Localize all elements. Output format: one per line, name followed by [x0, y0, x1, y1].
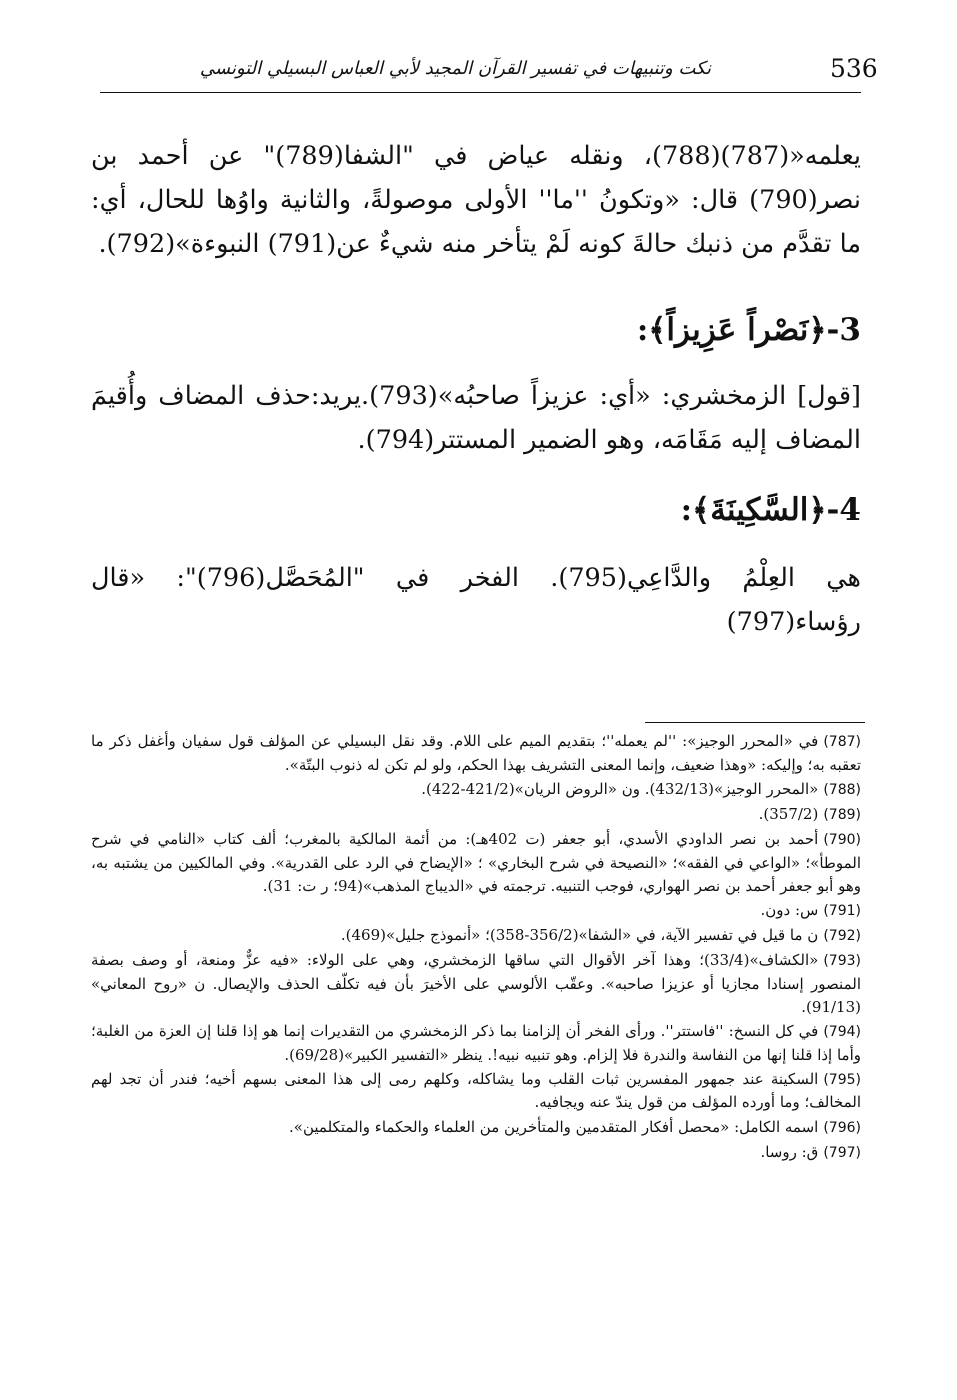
footnote-text: السكينة عند جمهور المفسرين ثبات القلب وما يشاكله، وكلهم رمى إلى هذا المعنى بسهم أخيه؛ فندر أن تجد لهم المخالف؛ وما أورده المؤلف من قول يندّ عنه ويجافيه. [91, 1069, 861, 1112]
paragraph-3: هي العِلْمُ والدَّاعِي(795). الفخر في "المُحَصَّل(796)": «قال رؤساء(797) [91, 563, 861, 637]
footnote-number: (795) [823, 1071, 861, 1088]
footnote-text: أحمد بن نصر الداودي الأسدي، أبو جعفر (ت 402هـ): من أئمة المالكية بالمغرب؛ ألف كتاب «النامي في شرح الموطأ»؛ «الواعي في الفقه»؛ «النصيحة في شرح البخاري» ؛ «الإيضاح في الرد على القدرية». وفي المالكيين من يشتبه به، وهو أبو جعفر أحمد بن نصر الهواري، فوجب التنبيه. ترجمته في «الديباج المذهب»(94؛ ر ت: 31). [91, 830, 861, 895]
footnote [91, 1116, 861, 1140]
heading-4-sakina: 4-﴿السَّكِينَةَ﴾: [680, 492, 861, 528]
running-title: نكت وتنبيهات في تفسير القرآن المجيد لأبي العباس البسيلي التونسي [199, 58, 711, 79]
footnote [91, 1068, 861, 1114]
footnote-number: (791) [823, 902, 861, 919]
footnote [91, 1020, 861, 1066]
footnote [91, 828, 861, 897]
footnote-number: (796) [823, 1119, 861, 1136]
page-header [100, 52, 878, 93]
footnote-text: ن ما قيل في تفسير الآية، في «الشفا»(356/2-358)؛ «أنموذج جليل»(469). [340, 926, 819, 945]
footnote-number: (790) [823, 832, 861, 849]
page-number: 536 [830, 54, 878, 83]
footnote [91, 778, 861, 802]
footnote-number: (788) [823, 781, 861, 798]
footnote-text: (357/2). [758, 805, 819, 824]
footnote-text: اسمه الكامل: «محصل أفكار المتقدمين والمتأخرين من العلماء والحكماء والمتكلمين». [289, 1117, 819, 1136]
footnotes-list [91, 730, 861, 1166]
footnote-number: (789) [823, 807, 861, 824]
footnote-text: ق: روسا. [760, 1142, 819, 1161]
paragraph-1: يعلمه«(787)(788)، ونقله عياض في "الشفا(789)" عن أحمد بن نصر(790) قال: «وتكونُ ''ما'' الأولى موصولةً، والثانية واوُها للحال، أي: ما تقدَّم من ذنبك حالةَ كونه لَمْ يتأخر منه شيءٌ عن(791) النبوءة»(792). [91, 141, 861, 259]
footnote-text: «الكشاف»(33/4)؛ وهذا آخر الأقوال التي ساقها الزمخشري، وهي على الولاء: «فيه عزٌّ ومنعة، أو وصف بصفة المنصور إسنادا مجازيا أو عزيزا صاحبه». وعقّب الألوسي على الأخيرَ بأن فيه تكلّف الحذف والإيصال. ن «روح المعاني» (91/13). [91, 951, 861, 1016]
footnote-text: في كل النسخ: ''فاستتر''. ورأى الفخر أن إلزامنا بما ذكر الزمخشري من التقديرات إنما هو إذا قلنا إن العزة من الغلبة؛ وأما إذا قلنا إنها من النفاسة والندرة فلا إلزام. وهو تنبيه نبيه!. ينظر «التفسير الكبير»(69/28). [91, 1021, 861, 1064]
footnote-text: س: دون. [760, 900, 819, 919]
footnote-number: (794) [823, 1023, 861, 1040]
paragraph-2: [قول] الزمخشري: «أي: عزيزاً صاحبُه»(793).يريد:حذف المضاف وأُقيمَ المضاف إليه مَقَامَه، وهو الضمير المستتر(794). [91, 381, 862, 455]
footnote-number: (787) [823, 734, 861, 750]
footnote-text: «المحرر الوجيز»(432/13). ون «الروض الريان»(421/2-422). [421, 779, 819, 798]
footnote [91, 730, 861, 776]
heading-3-nasran-aziza: 3-﴿نَصْراً عَزِيزاً﴾: [636, 312, 861, 348]
footnote-separator [645, 722, 865, 723]
footnote [91, 803, 861, 827]
footnote [91, 924, 861, 948]
footnote [91, 1141, 861, 1165]
footnote-number: (797) [823, 1144, 861, 1161]
footnote [91, 949, 861, 1018]
footnote-number: (793) [823, 953, 861, 970]
footnote-text: في «المحرر الوجيز»: ''لم يعمله''؛ بتقديم الميم على اللام. وقد نقل البسيلي عن المؤلف قول سفيان وأغفل ذكر ما تعقبه به؛ وإليكه: «وهذا ضعيف، وإنما المعنى التشريف بهذا الحكم، ولو لم تكن له ذنوب البتّة». [91, 732, 861, 774]
footnote [91, 899, 861, 923]
footnote-number: (792) [823, 928, 861, 945]
